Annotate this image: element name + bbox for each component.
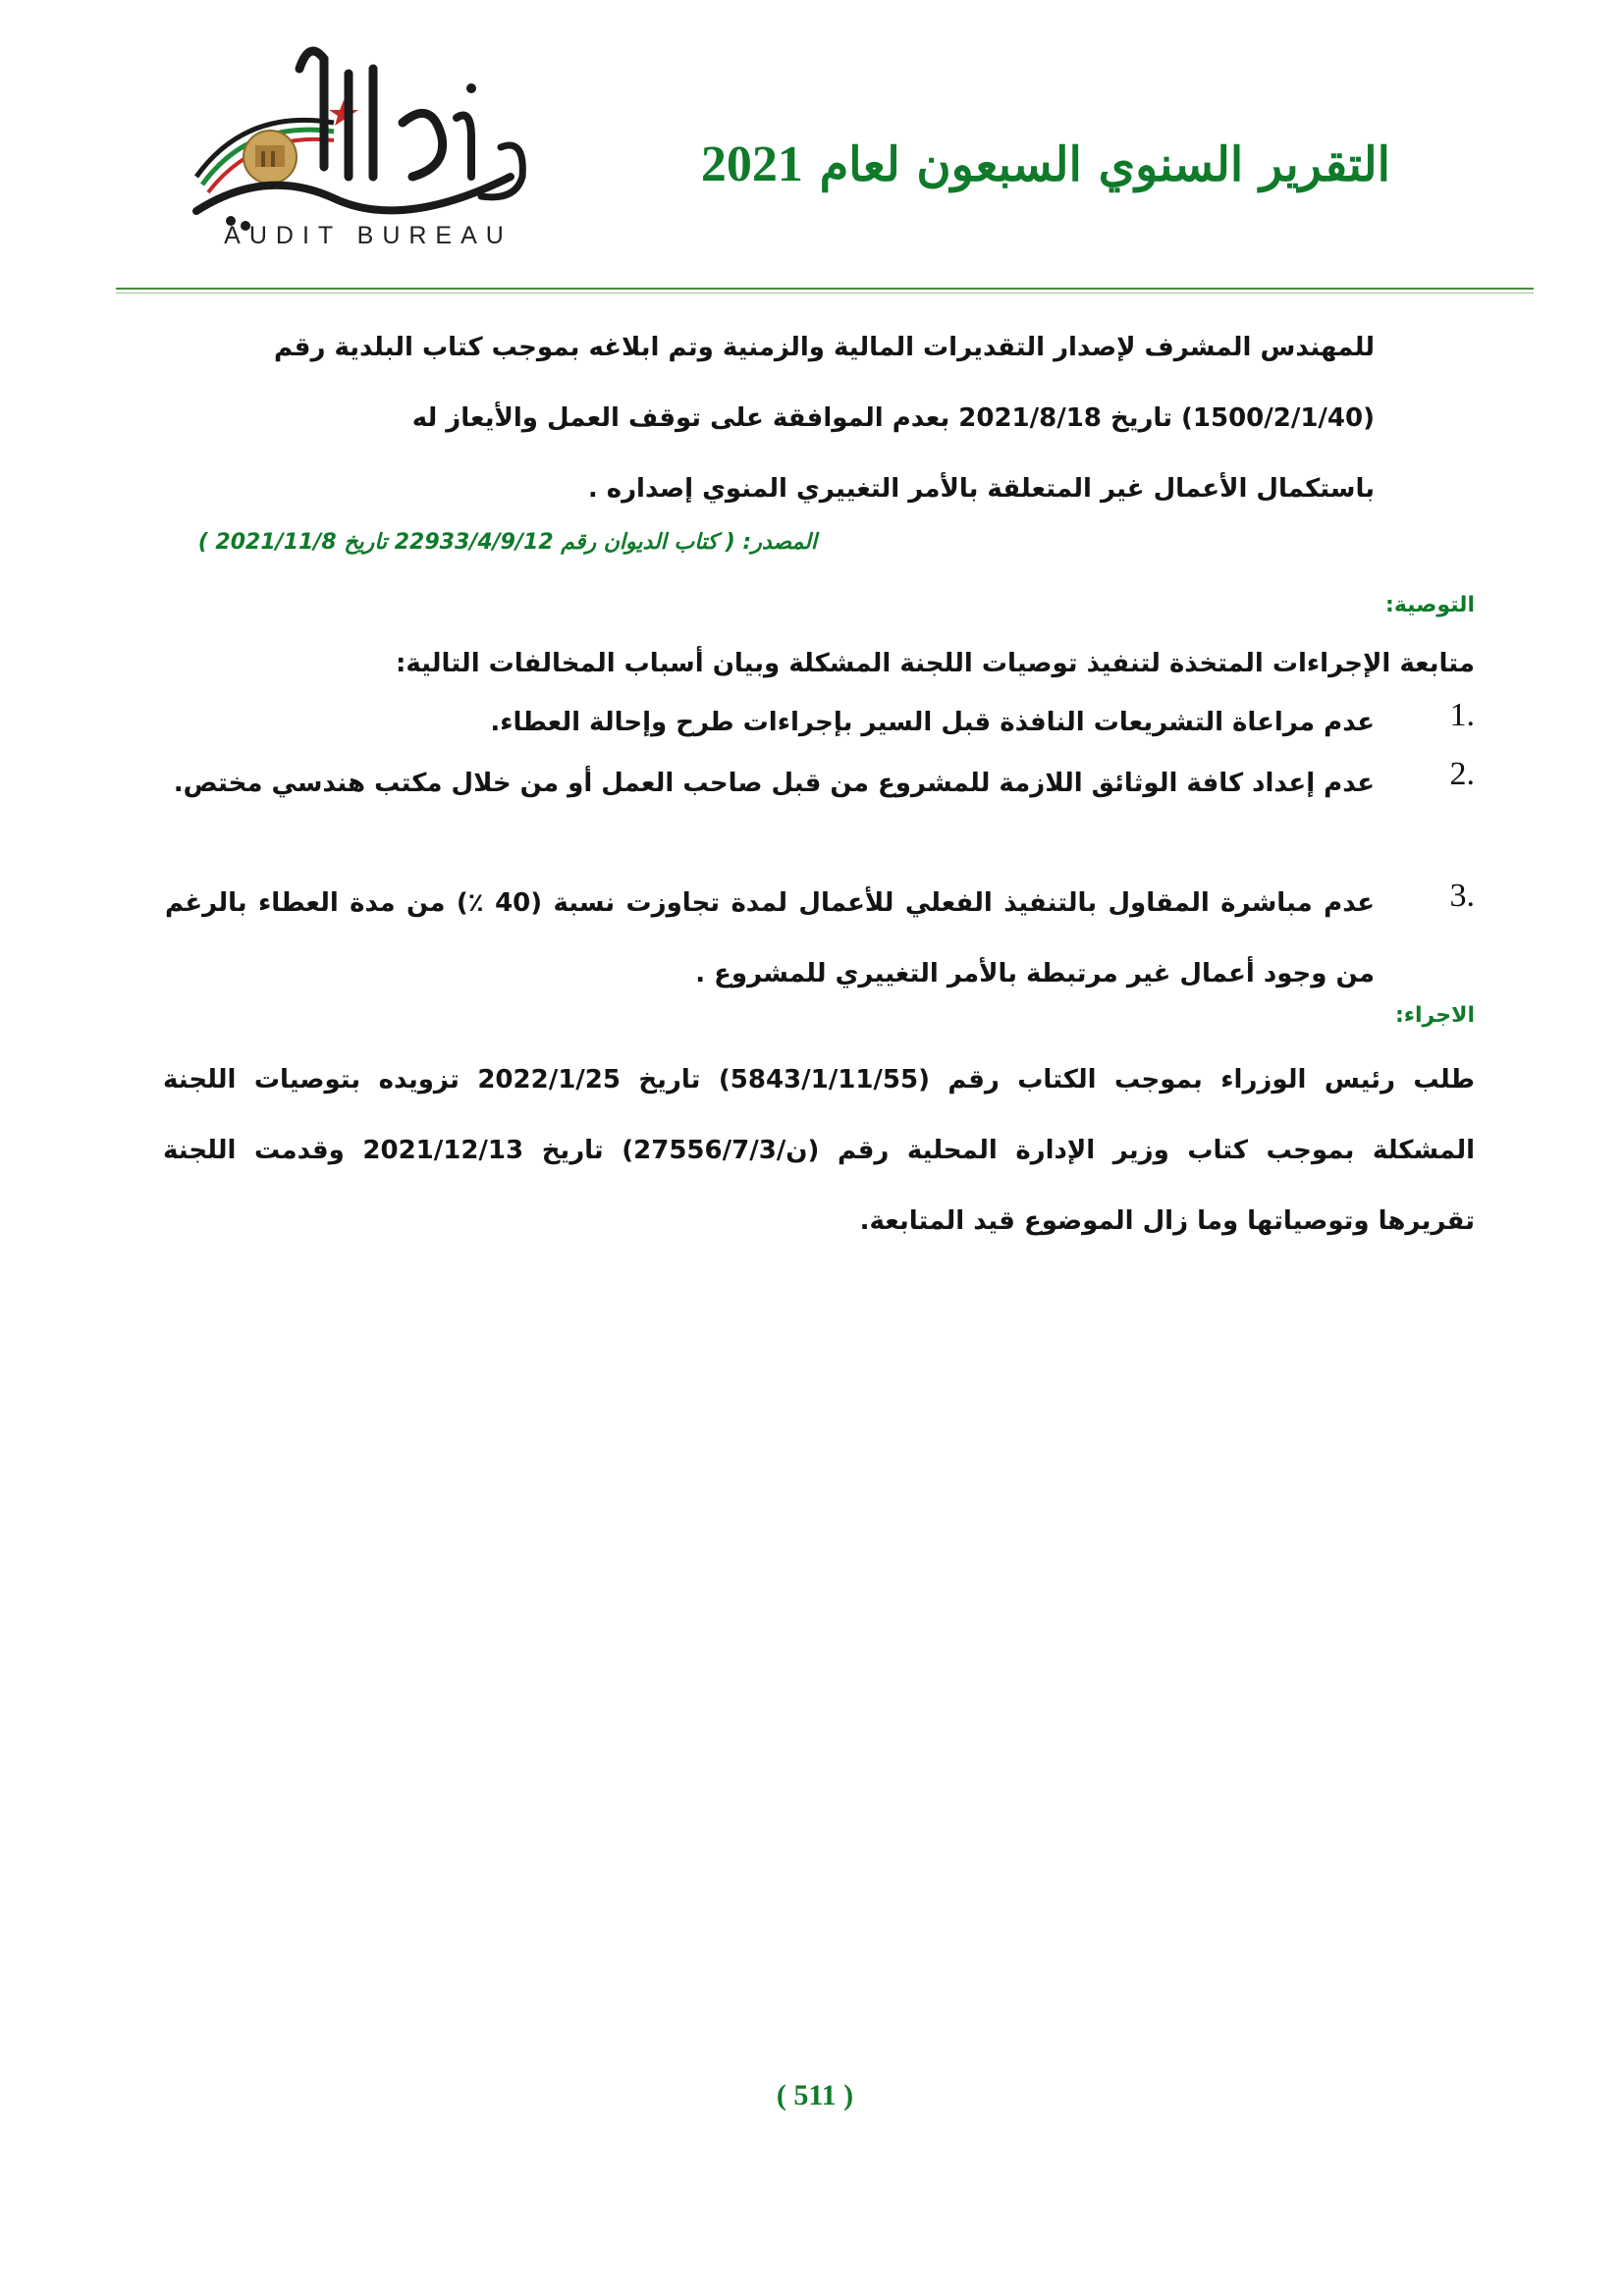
report-title [701,135,1390,193]
recommendation-item-3: عدم مباشرة المقاول بالتنفيذ الفعلي للأعمال لمدة تجاوزت نسبة (40 ٪) من مدة العطاء بالرغم من وجود أعمال غير مرتبطة بالأمر التغييري للمشروع . [165,888,1375,988]
recommendation-heading: التوصية: [1385,593,1475,617]
intro-line-1: للمهندس المشرف لإصدار التقديرات المالية والزمنية وتم ابلاغه بموجب كتاب البلدية رقم [274,333,1375,362]
recommendation-item-1: عدم مراعاة التشريعات النافذة قبل السير بإجراءات طرح وإحالة العطاء. [490,708,1375,737]
header-divider [116,288,1534,290]
header-divider-thin [116,293,1534,294]
action-paragraph: طلب رئيس الوزراء بموجب الكتاب رقم (5843/1/11/55) تاريخ 2022/1/25 تزويده بتوصيات اللجنة المشكلة بموجب كتاب وزير الإدارة المحلية رقم (ن/27556/7/3) تاريخ 2021/12/13 وقدمت اللجنة تقريرها وتوصياتها وما زال الموضوع قيد المتابعة. [163,1065,1476,1236]
report-title-text: التقرير السنوي السبعون لعام [819,137,1390,192]
recommendation-item-2: عدم إعداد كافة الوثائق اللازمة للمشروع من قبل صاحب العمل أو من خلال مكتب هندسي مختص. [173,769,1375,798]
intro-line-3: باستكمال الأعمال غير المتعلقة بالأمر التغييري المنوي إصداره . [587,474,1375,504]
report-year: 2021 [700,136,803,192]
recommendation-number-1: 1. [1449,697,1475,733]
action-heading: الاجراء: [1394,1003,1475,1028]
audit-bureau-logo [177,29,560,260]
recommendation-number-2: 2. [1449,756,1475,792]
recommendation-number-3: 3. [1449,878,1475,914]
intro-line-2: (1500/2/1/40) تاريخ 2021/8/18 بعدم الموافقة على توقف العمل والأيعاز له [411,403,1375,433]
logo-english-text: AUDIT BUREAU [224,222,513,249]
page-number: ( 511 ) [776,2079,854,2111]
source-reference: المصدر: ( كتاب الديوان رقم 22933/4/9/12 تاريخ 2021/11/8 ) [197,530,817,555]
intro-paragraph [165,312,1375,524]
recommendation-intro: متابعة الإجراءات المتخذة لتنفيذ توصيات اللجنة المشكلة وبيان أسباب المخالفات التالية: [396,649,1475,678]
